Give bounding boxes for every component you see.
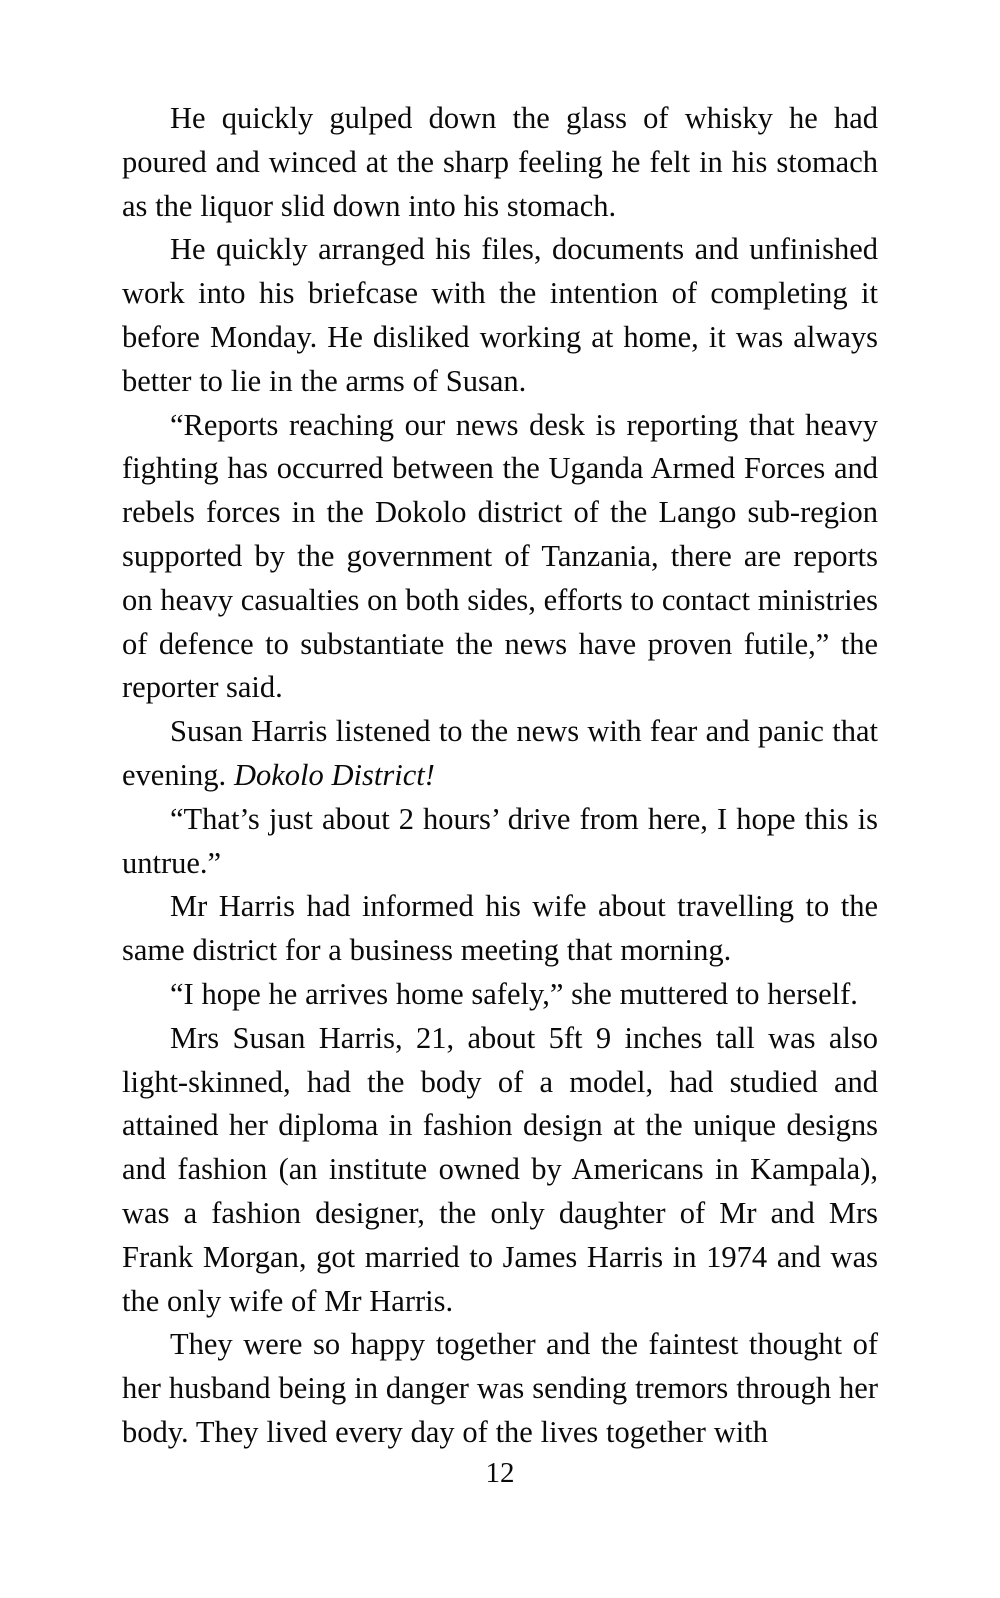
page-number: 12 bbox=[485, 1457, 515, 1489]
paragraph-5: “That’s just about 2 hours’ drive from here, I hope this is untrue.” bbox=[122, 801, 878, 880]
paragraph-4 bbox=[122, 710, 878, 798]
paragraph-4-lead: Susan Harris listened to the news with fear and panic that evening. bbox=[122, 714, 878, 792]
paragraph-7: “I hope he arrives home safely,” she muttered to herself. bbox=[170, 976, 858, 1011]
paragraph-8: Mrs Susan Harris, 21, about 5ft 9 inches tall was also light-skinned, had the body of a model, had studied and attained her diploma in fashion design at the unique designs and fashion (an institute owned by Americans in Kampala), was a fashion designer, the only daughter of Mr and Mrs Frank Morgan, got married to James Harris in 1974 and was the only wife of Mr Harris. bbox=[122, 1020, 878, 1318]
paragraph-6: Mr Harris had informed his wife about travelling to the same district for a business meeting that morning. bbox=[122, 889, 878, 968]
paragraph-3-news-report: “Reports reaching our news desk is reporting that heavy fighting has occurred between the Uganda Armed Forces and rebels forces in the Dokolo district of the Lango sub-region supported by the government of Tanzania, there are reports on heavy casualties on both sides, efforts to contact ministries of defence to substantiate the news have proven futile,” the reporter said. bbox=[122, 407, 878, 705]
paragraph-2: He quickly arranged his files, documents and unfinished work into his briefcase with the intention of completing it before Monday. He disliked working at home, it was always better to lie in the arms of Susan. bbox=[122, 232, 878, 398]
paragraph-9: They were so happy together and the faintest thought of her husband being in danger was sending tremors through her body. They lived every day of the lives together with bbox=[122, 1327, 878, 1449]
paragraph-1: He quickly gulped down the glass of whisky he had poured and winced at the sharp feeling he felt in his stomach as the liquor slid down into his stomach. bbox=[122, 101, 878, 223]
page-text-block bbox=[122, 97, 878, 1455]
paragraph-4-emphasis: Dokolo District! bbox=[233, 757, 435, 792]
